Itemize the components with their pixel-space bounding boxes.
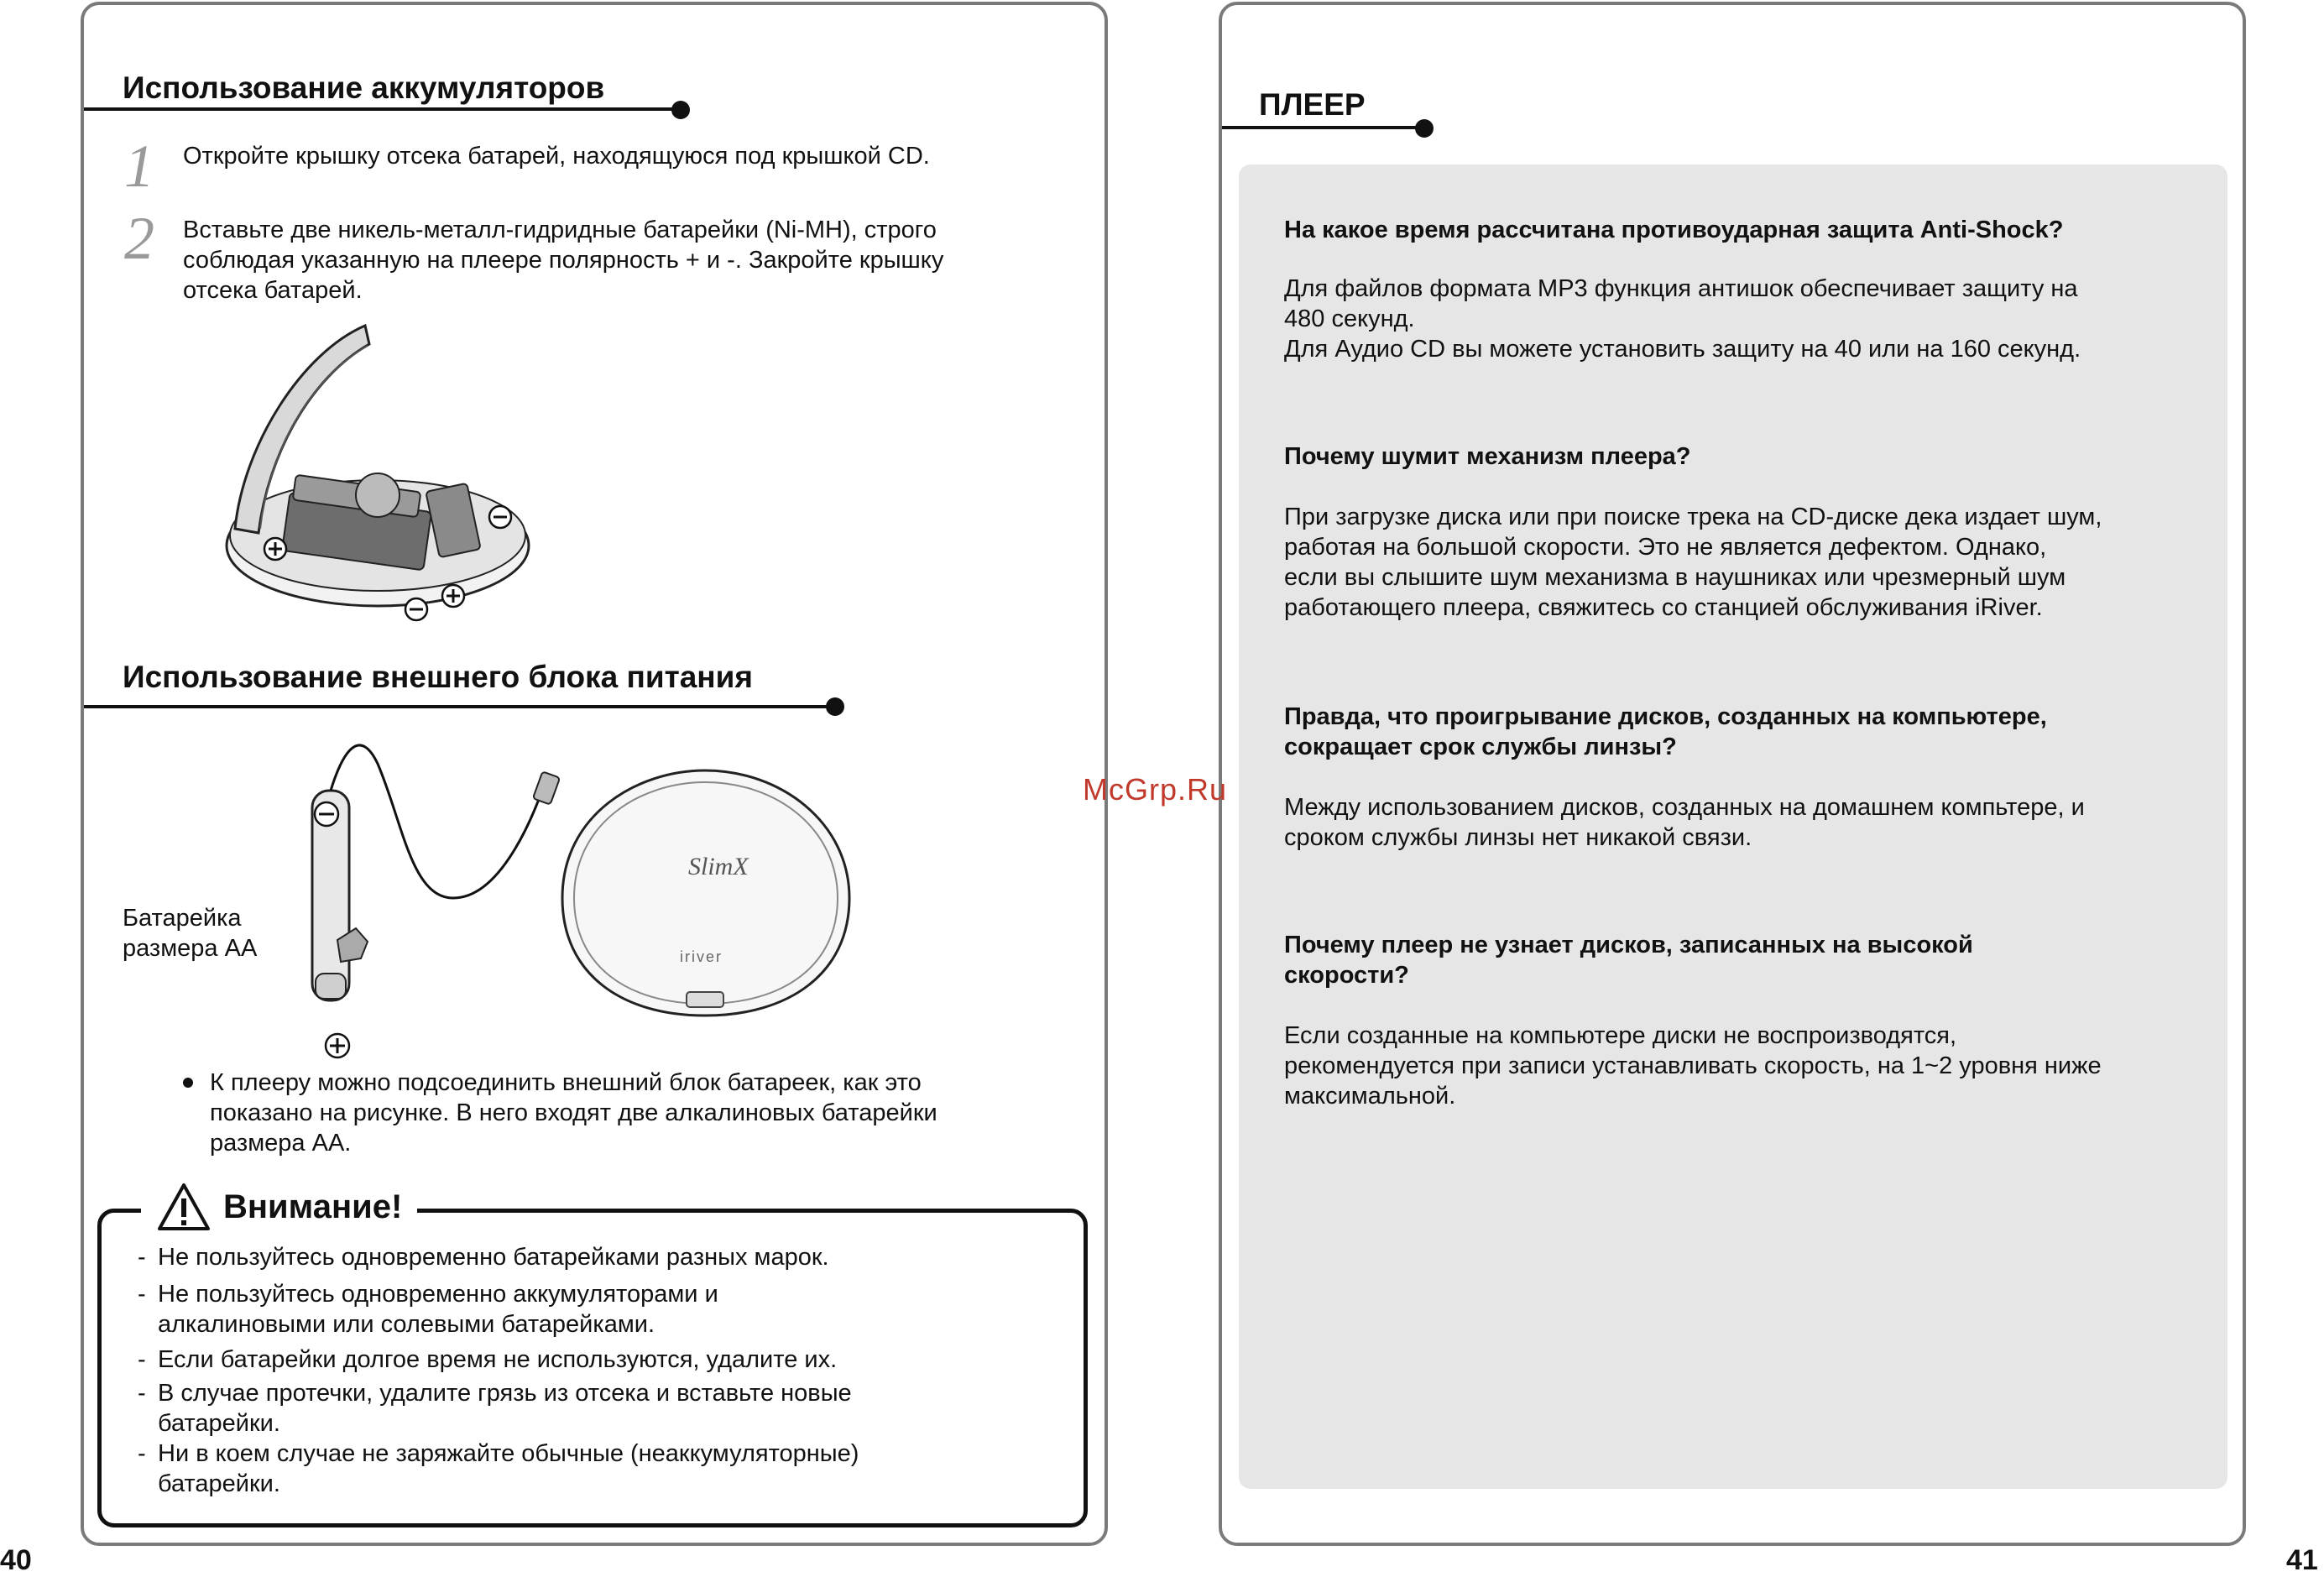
warning-item: - Не пользуйтесь одновременно батарейками разных марок. — [138, 1244, 829, 1271]
battery-compartment-illustration — [210, 319, 546, 629]
minus-terminal-icon — [489, 506, 511, 528]
bullet-line-1: К плееру можно подсоединить внешний блок батареек, как это — [210, 1069, 922, 1096]
section-rule — [1222, 126, 1423, 129]
faq-question-3-line-1: Правда, что проигрывание дисков, созданных на компьютере, — [1284, 703, 2047, 730]
external-battery-illustration — [285, 730, 873, 1066]
bullet-line-3: размера AA. — [210, 1130, 352, 1157]
faq-answer-3-line-1: Между использованием дисков, созданных на домашнем компьтере, и — [1284, 794, 2085, 821]
section-title-external-power: Использование внешнего блока питания — [123, 660, 753, 694]
battery-label-line-1: Батарейка — [123, 905, 242, 932]
battery-label-line-2: размера AA — [123, 935, 258, 962]
minus-terminal-icon — [315, 802, 338, 826]
faq-answer-1-line-3: Для Аудио CD вы можете установить защиту на 40 или на 160 секунд. — [1284, 336, 2081, 363]
faq-answer-4-line-2: рекомендуется при записи устанавливать скорость, на 1~2 уровня ниже — [1284, 1052, 2102, 1079]
bullet-line-2: показано на рисунке. В него входят две алкалиновых батарейки — [210, 1099, 937, 1126]
watermark-text: McGrp.Ru — [1083, 772, 1228, 807]
section-dot — [671, 101, 690, 119]
faq-answer-4-line-1: Если созданные на компьютере диски не воспроизводятся, — [1284, 1022, 1957, 1049]
plus-terminal-icon — [442, 585, 464, 607]
faq-question-1: На какое время рассчитана противоударная защита Anti-Shock? — [1284, 217, 2064, 243]
faq-answer-2-line-2: работая на большой скорости. Это не является дефектом. Однако, — [1284, 534, 2047, 561]
warning-item: - Если батарейки долгое время не используются, удалите их. — [138, 1346, 838, 1373]
faq-question-4-line-1: Почему плеер не узнает дисков, записанных на высокой — [1284, 932, 1973, 958]
plus-terminal-icon — [326, 1034, 349, 1057]
faq-answer-2-line-1: При загрузке диска или при поиске трека на CD-диске дека издает шум, — [1284, 504, 2102, 530]
device-brand-text: SlimX — [688, 853, 749, 880]
page-number-right: 41 — [2286, 1544, 2318, 1576]
faq-answer-2-line-4: работающего плеера, свяжитесь со станцией обслуживания iRiver. — [1284, 594, 2043, 621]
warning-header — [141, 1173, 417, 1240]
section-rule — [84, 107, 683, 111]
step-number-2: 2 — [124, 205, 154, 272]
section-title-player: ПЛЕЕР — [1259, 87, 1366, 122]
step-2-line-2: соблюдая указанную на плеере полярность + и -. Закройте крышку — [183, 247, 944, 274]
bullet-dot — [183, 1078, 193, 1088]
warning-item: - Не пользуйтесь одновременно аккумуляторами и алкалиновыми или солевыми батарейками. — [138, 1281, 718, 1338]
faq-answer-1-line-2: 480 секунд. — [1284, 305, 1415, 332]
faq-answer-1-line-1: Для файлов формата MP3 функция антишок обеспечивает защиту на — [1284, 275, 2078, 302]
warning-item: - В случае протечки, удалите грязь из отсека и вставьте новые батарейки. — [138, 1380, 852, 1437]
step-number-1: 1 — [124, 133, 154, 200]
section-dot — [826, 697, 844, 716]
faq-question-3-line-2: сокращает срок службы линзы? — [1284, 734, 1677, 760]
step-2-line-3: отсека батарей. — [183, 277, 363, 304]
plus-terminal-icon — [264, 538, 286, 560]
section-dot — [1415, 119, 1434, 138]
section-title-rechargeable: Использование аккумуляторов — [123, 70, 605, 105]
section-rule — [84, 705, 836, 708]
warning-title: Внимание! — [223, 1188, 403, 1225]
faq-question-4-line-2: скорости? — [1284, 962, 1409, 989]
faq-answer-4-line-3: максимальной. — [1284, 1083, 1456, 1110]
warning-item: - Ни в коем случае не заряжайте обычные (неаккумуляторные) батарейки. — [138, 1440, 859, 1497]
step-1-text: Откройте крышку отсека батарей, находящуюся под крышкой CD. — [183, 143, 930, 170]
page-number-left: 40 — [0, 1544, 32, 1576]
faq-answer-3-line-2: сроком службы линзы нет никакой связи. — [1284, 824, 1752, 851]
step-2-line-1: Вставьте две никель-металл-гидридные батарейки (Ni-MH), строго — [183, 217, 937, 243]
faq-question-2: Почему шумит механизм плеера? — [1284, 443, 1691, 470]
device-logo-text: iriver — [680, 948, 723, 965]
minus-terminal-icon — [405, 598, 427, 620]
faq-answer-2-line-3: если вы слышите шум механизма в наушниках или чрезмерный шум — [1284, 564, 2066, 591]
warning-triangle-icon — [156, 1182, 212, 1232]
